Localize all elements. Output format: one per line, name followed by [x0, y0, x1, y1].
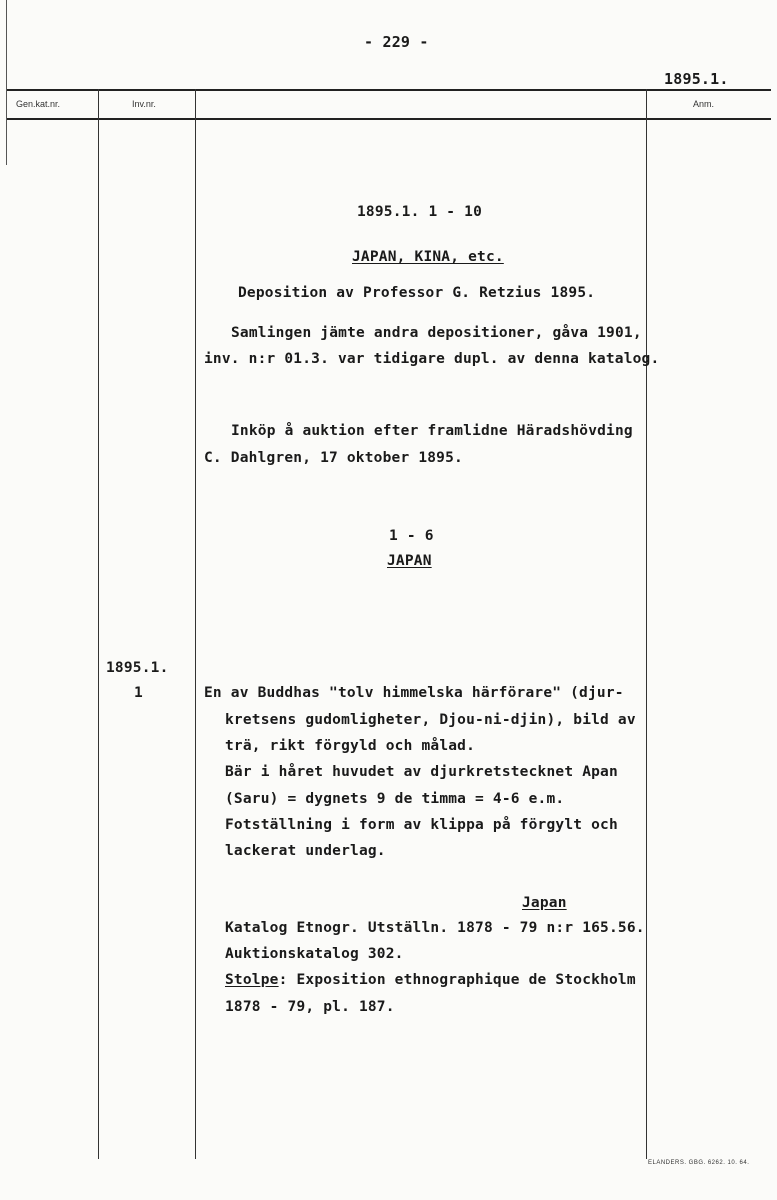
- reference-line-4: 1878 - 79, pl. 187.: [225, 999, 395, 1015]
- note-line-2: inv. n:r 01.3. var tidigare dupl. av denna katalog.: [204, 351, 660, 367]
- column-divider-genkat: [98, 89, 99, 1159]
- section-title-text: JAPAN, KINA, etc.: [352, 249, 504, 265]
- column-divider-anm: [646, 89, 647, 1159]
- deposition-line: Deposition av Professor G. Retzius 1895.: [238, 285, 596, 301]
- column-divider-left: [6, 0, 7, 165]
- section-range: 1895.1. 1 - 10: [357, 204, 483, 220]
- entry-line: kretsens gudomligheter, Djou-ni-djin), bild av: [225, 712, 636, 728]
- reference-stolpe-label: Stolpe: [225, 972, 279, 988]
- column-divider-inv: [195, 89, 196, 1159]
- subsection-range: 1 - 6: [389, 528, 434, 544]
- entry-inv-prefix: 1895.1.: [106, 660, 169, 676]
- catalog-code: 1895.1.: [664, 70, 729, 88]
- header-bottom-rule: [6, 118, 771, 120]
- reference-stolpe-text: : Exposition ethnographique de Stockholm: [278, 972, 636, 988]
- entry-line: En av Buddhas "tolv himmelska härförare" (djur-: [204, 685, 624, 701]
- note-line-1: Samlingen jämte andra depositioner, gåva 1901,: [231, 325, 642, 341]
- reference-line-2: Auktionskatalog 302.: [225, 946, 404, 962]
- entry-line: lackerat underlag.: [225, 843, 386, 859]
- purchase-line-1: Inköp å auktion efter framlidne Häradshövding: [231, 423, 633, 439]
- purchase-line-2: C. Dahlgren, 17 oktober 1895.: [204, 450, 463, 466]
- entry-line: Bär i håret huvudet av djurkretstecknet Apan: [225, 764, 618, 780]
- reference-line-1: Katalog Etnogr. Utställn. 1878 - 79 n:r 165.56.: [225, 920, 645, 936]
- entry-origin-text: Japan: [522, 895, 567, 911]
- entry-origin: [522, 895, 567, 911]
- header-top-rule: [6, 89, 771, 91]
- column-header-genkat: Gen.kat.nr.: [16, 99, 61, 109]
- entry-line: trä, rikt förgyld och målad.: [225, 738, 476, 754]
- subsection-title: [387, 553, 432, 569]
- section-title: [352, 249, 504, 265]
- entry-inv-number: 1: [134, 685, 143, 701]
- printer-imprint: ELANDERS. GBG. 6262. 10. 64.: [648, 1160, 750, 1166]
- column-header-inv: Inv.nr.: [132, 99, 156, 109]
- page-number: - 229 -: [364, 33, 429, 51]
- reference-line-3: [225, 972, 636, 988]
- entry-line: (Saru) = dygnets 9 de timma = 4-6 e.m.: [225, 791, 565, 807]
- column-header-anm: Anm.: [693, 99, 715, 109]
- subsection-title-text: JAPAN: [387, 553, 432, 569]
- entry-line: Fotställning i form av klippa på förgylt och: [225, 817, 618, 833]
